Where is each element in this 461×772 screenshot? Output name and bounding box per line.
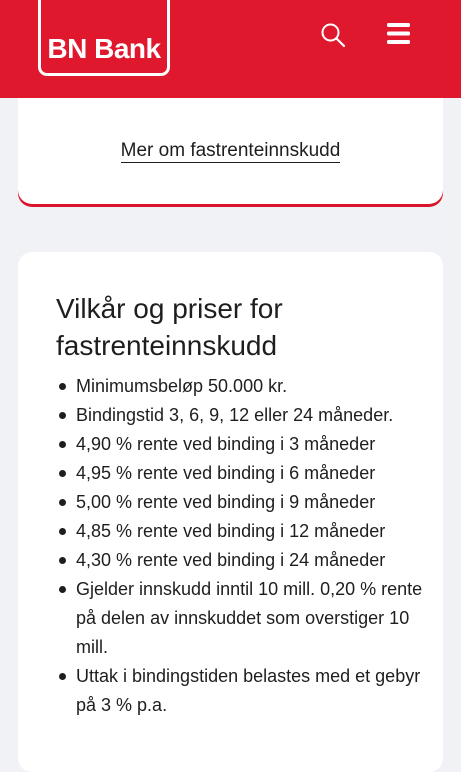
terms-list <box>56 372 436 720</box>
terms-title: Vilkår og priser for fastrenteinnskudd <box>56 293 283 361</box>
list-item: Gjelder innskudd inntil 10 mill. 0,20 % rente på delen av innskuddet som overstiger 10 mill. <box>76 575 436 662</box>
list-item: 4,85 % rente ved binding i 12 måneder <box>76 517 436 546</box>
terms-card <box>18 252 443 772</box>
info-card <box>18 98 443 204</box>
search-icon[interactable] <box>320 22 346 48</box>
link-container <box>18 140 443 162</box>
list-item: 4,30 % rente ved binding i 24 måneder <box>76 546 436 575</box>
list-item: 4,90 % rente ved binding i 3 måneder <box>76 430 436 459</box>
bn-bank-logo[interactable] <box>38 0 170 76</box>
list-item: Bindingstid 3, 6, 9, 12 eller 24 måneder. <box>76 401 436 430</box>
list-item: Uttak i bindingstiden belastes med et gebyr på 3 % p.a. <box>76 662 436 720</box>
list-item: Minimumsbeløp 50.000 kr. <box>76 372 436 401</box>
header-bar <box>0 0 461 98</box>
list-item: 4,95 % rente ved binding i 6 måneder <box>76 459 436 488</box>
hamburger-menu-icon[interactable] <box>387 23 410 44</box>
logo-text: BN Bank <box>47 33 161 64</box>
list-item: 5,00 % rente ved binding i 9 måneder <box>76 488 436 517</box>
more-about-fixed-rate-deposit-link[interactable]: Mer om fastrenteinnskudd <box>120 140 341 161</box>
